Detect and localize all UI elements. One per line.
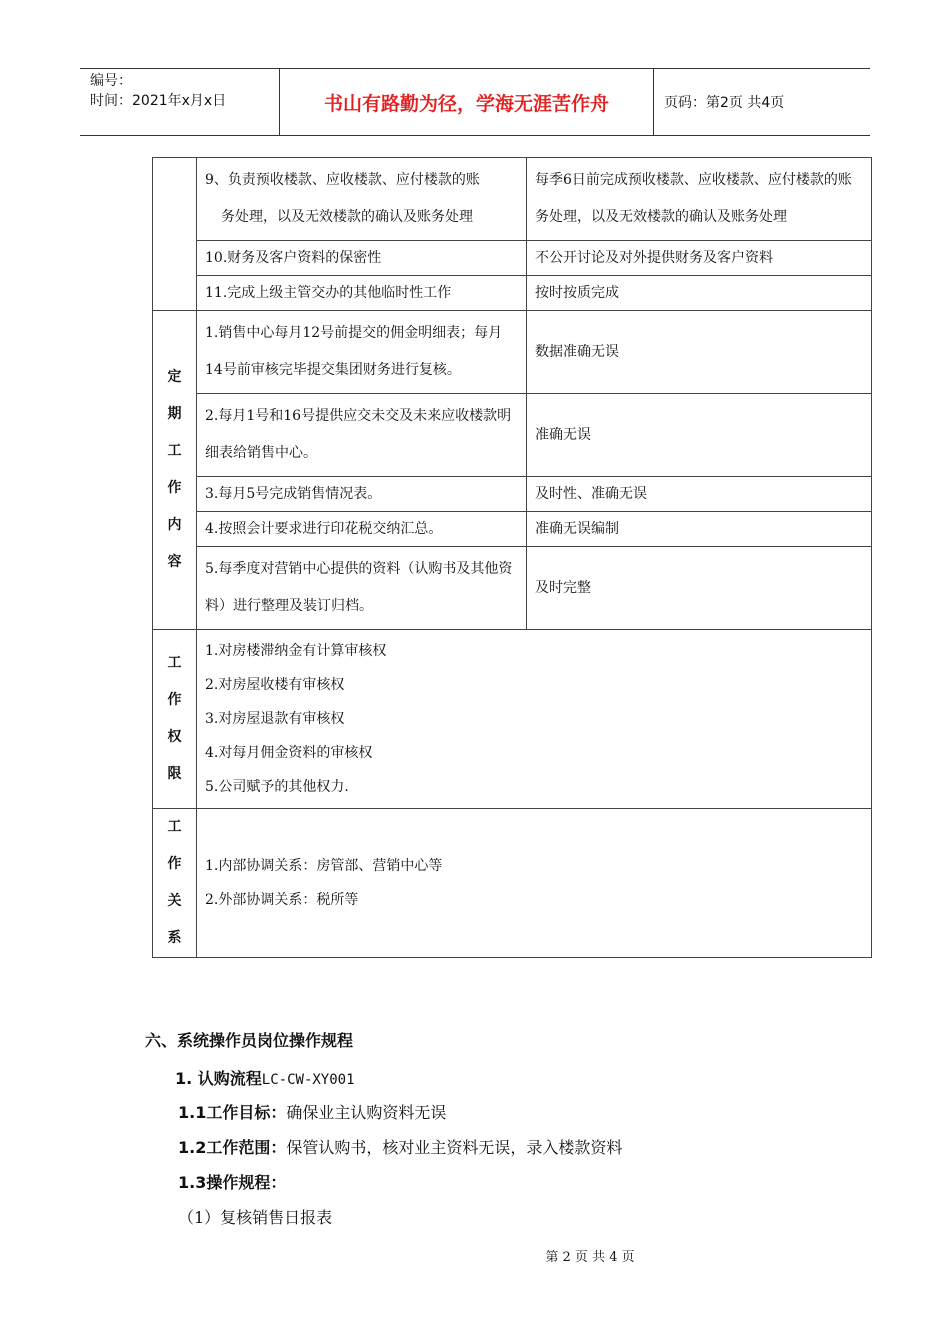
category-char: 作 (167, 856, 182, 872)
list-item: 1.对房楼滞纳金有计算审核权 (205, 643, 387, 659)
task-text: 务处理，以及无效楼款的确认及账务处理 (221, 209, 473, 225)
table-row (153, 477, 872, 512)
table-row (153, 630, 872, 809)
category-char: 权 (167, 729, 182, 745)
category-char: 作 (167, 692, 182, 708)
task-cell (197, 158, 527, 241)
task-cell: 10.财务及客户资料的保密性 (197, 241, 527, 276)
list-item: 1.内部协调关系：房管部、营销中心等 (205, 858, 443, 874)
list-item: 4.对每月佣金资料的审核权 (205, 745, 373, 761)
relations-list (197, 809, 872, 958)
item1-code: LC-CW-XY001 (261, 1072, 355, 1088)
item-label: 1.1工作目标： (178, 1103, 287, 1122)
category-cell-empty (153, 158, 197, 311)
table-row (153, 276, 872, 311)
item-text: 保管认购书，核对业主资料无误，录入楼款资料 (286, 1138, 623, 1157)
category-char: 内 (167, 517, 182, 533)
category-char: 关 (167, 893, 182, 909)
standard-cell: 每季6日前完成预收楼款、应收楼款、应付楼款的账务处理，以及无效楼款的确认及账务处理 (527, 158, 872, 241)
list-item: 3.对房屋退款有审核权 (205, 711, 345, 727)
standard-cell: 及时完整 (527, 547, 872, 630)
item-text: 确保业主认购资料无误 (286, 1103, 447, 1122)
page-footer (0, 1246, 950, 1265)
number-label: 编号： (90, 73, 132, 89)
step-1: （1）复核销售日报表 (178, 1208, 333, 1227)
item-label: 1.3操作规程： (178, 1173, 287, 1192)
item1-label: 1. 认购流程 (175, 1069, 262, 1088)
page-header (80, 68, 870, 136)
list-item: 5.公司赋予的其他权力. (205, 779, 349, 795)
category-char: 工 (167, 655, 182, 671)
table-row (153, 512, 872, 547)
task-cell: 5.每季度对营销中心提供的资料（认购书及其他资料）进行整理及装订归档。 (197, 547, 527, 630)
list-item: 2.对房屋收楼有审核权 (205, 677, 345, 693)
item-1-3 (178, 1170, 286, 1193)
table-row (153, 809, 872, 958)
time-label: 时间：2021年x月x日 (90, 93, 227, 109)
header-slogan: 书山有路勤为径，学海无涯苦作舟 (280, 69, 654, 135)
task-cell: 1.销售中心每月12号前提交的佣金明细表；每月14号前审核完毕提交集团财务进行复核。 (197, 311, 527, 394)
item-1-2 (178, 1135, 622, 1158)
standard-cell: 数据准确无误 (527, 311, 872, 394)
category-char: 限 (167, 766, 182, 782)
task-text: 9、负责预收楼款、应收楼款、应付楼款的账 (205, 172, 480, 188)
item1-heading (175, 1066, 355, 1089)
category-char: 工 (167, 443, 182, 459)
header-meta (80, 69, 280, 135)
category-relations (153, 809, 197, 958)
item-1-1 (178, 1100, 446, 1123)
duty-table (152, 157, 872, 958)
category-char: 作 (167, 480, 182, 496)
standard-cell: 准确无误 (527, 394, 872, 477)
task-cell: 4.按照会计要求进行印花税交纳汇总。 (197, 512, 527, 547)
category-char: 定 (167, 369, 182, 385)
table-row (153, 311, 872, 394)
category-char: 期 (167, 406, 182, 422)
standard-cell: 按时按质完成 (527, 276, 872, 311)
authority-list (197, 630, 872, 809)
item-label: 1.2工作范围： (178, 1138, 287, 1157)
standard-cell: 及时性、准确无误 (527, 477, 872, 512)
category-periodic-work (153, 311, 197, 630)
page-number-label: 页码：第2页 共4页 (664, 95, 785, 111)
section-title: 六、系统操作员岗位操作规程 (145, 1031, 354, 1050)
task-cell: 3.每月5号完成销售情况表。 (197, 477, 527, 512)
task-cell: 11.完成上级主管交办的其他临时性工作 (197, 276, 527, 311)
standard-cell: 不公开讨论及对外提供财务及客户资料 (527, 241, 872, 276)
list-item: 2.外部协调关系：税所等 (205, 892, 359, 908)
footer-page-number: 第 2 页 共 4 页 (545, 1250, 635, 1265)
category-char: 系 (167, 930, 182, 946)
category-authority (153, 630, 197, 809)
category-char: 容 (167, 554, 182, 570)
table-row (153, 241, 872, 276)
category-char: 工 (167, 819, 182, 835)
table-row (153, 394, 872, 477)
task-cell: 2.每月1号和16号提供应交未交及未来应收楼款明细表给销售中心。 (197, 394, 527, 477)
table-row (153, 158, 872, 241)
table-row (153, 547, 872, 630)
standard-cell: 准确无误编制 (527, 512, 872, 547)
